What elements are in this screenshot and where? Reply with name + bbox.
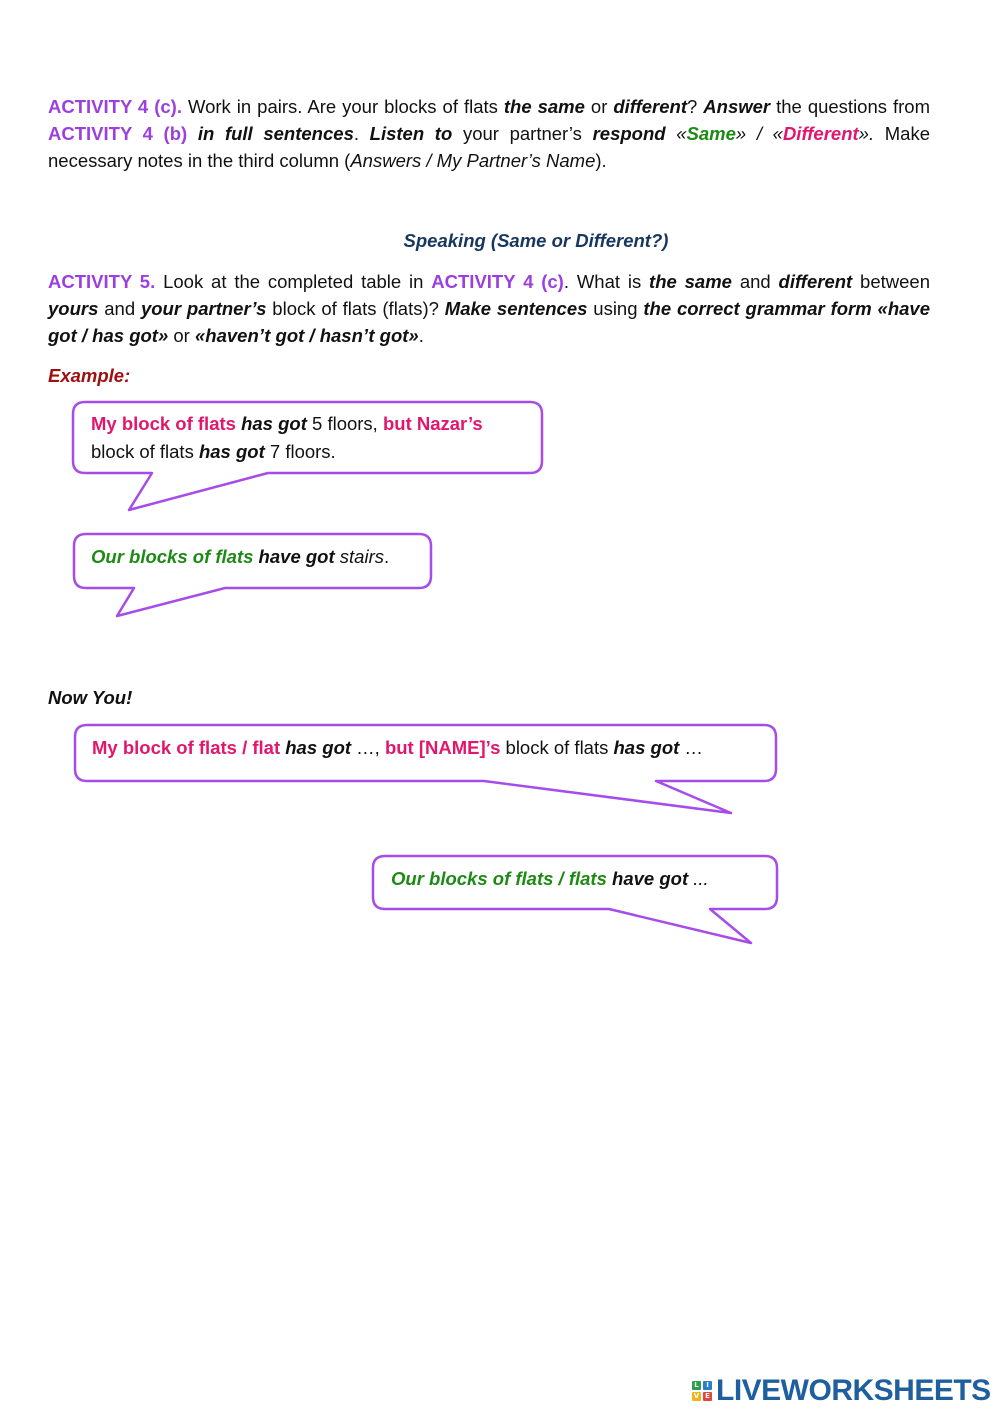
emphasis: Listen to bbox=[369, 123, 453, 144]
emphasis: the same bbox=[649, 271, 732, 292]
text: ? bbox=[687, 96, 704, 117]
emphasis: different bbox=[613, 96, 688, 117]
text: Look at the completed table in bbox=[155, 271, 432, 292]
text: your partner’s bbox=[452, 123, 593, 144]
emphasis: Answer bbox=[703, 96, 771, 117]
liveworksheets-logo bbox=[692, 1374, 991, 1408]
text: . bbox=[418, 325, 424, 346]
section-heading: Speaking (Same or Different?) bbox=[403, 230, 669, 251]
emphasis: in full sentences bbox=[197, 123, 354, 144]
text: using bbox=[587, 298, 644, 319]
logo-tile: L bbox=[692, 1381, 701, 1390]
emphasis: has got bbox=[198, 441, 265, 462]
logo-tile: E bbox=[703, 1392, 712, 1401]
emphasis: respond bbox=[592, 123, 666, 144]
text: between bbox=[852, 271, 930, 292]
bubble-3-text bbox=[92, 734, 703, 762]
text: My block of flats bbox=[91, 413, 236, 434]
text: 5 floors, bbox=[306, 413, 383, 434]
text: …, bbox=[351, 737, 385, 758]
emphasis: «haven’t got / hasn’t got» bbox=[194, 325, 419, 346]
bubble-1-text bbox=[91, 410, 531, 466]
text: … bbox=[679, 737, 703, 758]
bubble-4-text bbox=[391, 865, 709, 893]
text: ... bbox=[688, 868, 709, 889]
emphasis: your partner’s bbox=[140, 298, 267, 319]
text: Work in pairs. Are your blocks of flats bbox=[181, 96, 504, 117]
activity-reference: ACTIVITY 4 (b) bbox=[48, 123, 188, 144]
text: « bbox=[665, 123, 687, 144]
text: or bbox=[584, 96, 614, 117]
text: ». bbox=[858, 123, 875, 144]
text: but [NAME]’s bbox=[384, 737, 501, 758]
text: block of flats bbox=[91, 441, 199, 462]
text: and bbox=[731, 271, 779, 292]
emphasis: have got bbox=[253, 546, 335, 567]
emphasis: Make sentences bbox=[444, 298, 588, 319]
text: . bbox=[383, 546, 390, 567]
text: block of flats (flats)? bbox=[266, 298, 445, 319]
text: stairs bbox=[334, 546, 384, 567]
emphasis: has got bbox=[613, 737, 680, 758]
logo-tile: V bbox=[693, 1392, 700, 1400]
activity-label: ACTIVITY 4 (c). bbox=[48, 96, 182, 117]
text: My block of flats / flat bbox=[92, 737, 281, 758]
same-word: Same bbox=[686, 123, 736, 144]
text: Our blocks of flats bbox=[91, 546, 254, 567]
different-word: Different bbox=[782, 123, 859, 144]
text: ). bbox=[595, 150, 607, 171]
text: but Nazar’s bbox=[382, 413, 483, 434]
text: and bbox=[98, 298, 141, 319]
emphasis: yours bbox=[48, 298, 99, 319]
logo-text: LIVEWORKSHEETS bbox=[716, 1374, 991, 1407]
bubble-2-text bbox=[91, 543, 389, 571]
activity-reference: ACTIVITY 4 (c) bbox=[431, 271, 564, 292]
emphasis: have got bbox=[606, 868, 689, 889]
text: Our blocks of flats / flats bbox=[391, 868, 607, 889]
logo-icon bbox=[692, 1381, 712, 1401]
text: . bbox=[353, 123, 370, 144]
example-label: Example: bbox=[48, 365, 131, 386]
emphasis: has got bbox=[235, 413, 307, 434]
text: block of flats bbox=[500, 737, 614, 758]
emphasis: the correct grammar form «have got / has got» bbox=[48, 298, 930, 346]
text: . What is bbox=[563, 271, 650, 292]
activity-label: ACTIVITY 5. bbox=[48, 271, 156, 292]
text: the questions from bbox=[770, 96, 930, 117]
emphasis: the same bbox=[503, 96, 585, 117]
text: or bbox=[168, 325, 195, 346]
note-text: Answers / My Partner’s Name bbox=[350, 150, 596, 171]
now-you-label: Now You! bbox=[48, 687, 133, 708]
text: » / « bbox=[735, 123, 783, 144]
logo-tile: I bbox=[703, 1381, 712, 1390]
emphasis: different bbox=[778, 271, 853, 292]
text: Make necessary notes in the third column ( bbox=[48, 123, 931, 171]
emphasis: has got bbox=[280, 737, 352, 758]
text: 7 floors. bbox=[264, 441, 336, 462]
